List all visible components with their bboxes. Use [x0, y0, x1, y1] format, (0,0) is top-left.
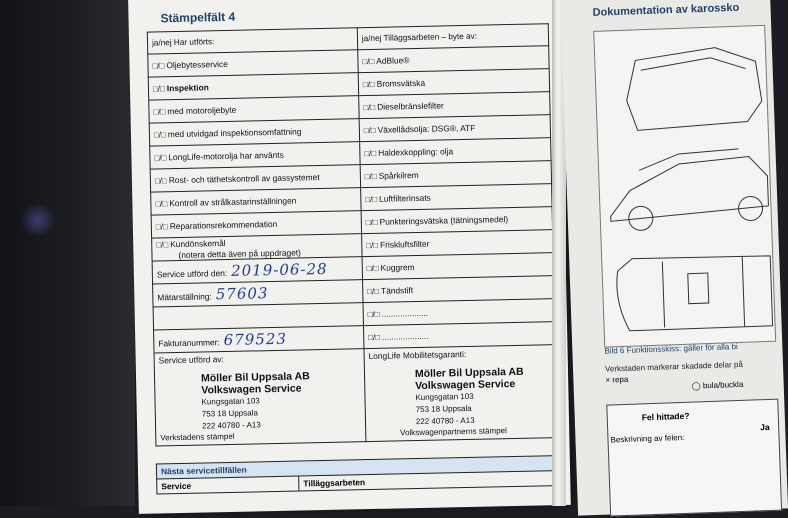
row-cabin-filter: □/□ Friskluftsfilter: [361, 230, 553, 257]
service-date-cell: Service utförd den: 2019-06-28: [152, 257, 362, 284]
dark-background: [0, 0, 135, 506]
dashboard-light: [18, 205, 58, 235]
row-blank-2: □/□ ....................: [363, 322, 555, 349]
yes-label: Ja: [759, 421, 770, 433]
workshop-stamp-cell: Service utförd av: Möller Bil Uppsala AB Volkswagen Service Kungsgatan 103 753 18 Uppsala 222 40780 - A13 Verkstadens stämpel: [154, 349, 366, 446]
row-belt: □/□ Spårkilrem: [360, 161, 552, 188]
partner-stamp: Möller Bil Uppsala AB Volkswagen Service Kungsgatan 103 753 18 Uppsala 222 40780 - A13: [414, 365, 524, 427]
next-service-table: [156, 455, 559, 494]
row-repair-recommendation: □/□ Reparationsrekommendation: [151, 211, 361, 238]
next-service-col: Service: [157, 476, 299, 494]
dent-legend: ◯ bula/buckla: [691, 379, 744, 391]
row-adblue: □/□ AdBlue®: [358, 46, 550, 73]
mileage-value: 57603: [215, 284, 269, 304]
service-book-right-page: [560, 0, 788, 516]
car-sketch-icon: [594, 26, 775, 347]
right-page-title: Dokumentation av karossko: [592, 1, 740, 19]
invoice-cell: Fakturanummer: 679523: [154, 326, 364, 353]
service-book-left-page: [128, 0, 571, 514]
row-blank-1: □/□ ....................: [363, 299, 555, 326]
row-customer-request: □/□ Kundönskemål (notera detta även på uppdraget): [152, 234, 362, 261]
scratch-legend: × repa: [605, 374, 629, 385]
row-diesel-filter: □/□ Dieselbränslefilter: [359, 92, 551, 119]
row-air-filter: □/□ Luftfilterinsats: [360, 184, 552, 211]
row-gearbox-oil: □/□ Växellådsolja: DSG®, ATF: [359, 115, 551, 142]
row-oil-change: □/□ Oljebytesservice: [148, 50, 358, 77]
page-title: Stämpelfält 4: [160, 9, 236, 26]
next-service-header: Nästa servicetillfällen: [156, 456, 557, 479]
checkbox-icon: □/□: [362, 56, 375, 67]
row-brake-fluid: □/□ Bromsvätska: [358, 69, 550, 96]
checkbox-icon: □/□: [152, 61, 165, 71]
row-spark-plugs: □/□ Tändstift: [362, 276, 554, 303]
marking-instructions: Verkstaden markerar skadade delar på: [604, 359, 743, 374]
col-header-additional: ja/nej Tilläggsarbeten – byte av:: [357, 24, 549, 50]
row-inspection: □/□ Inspektion: [148, 73, 358, 100]
row-puncture-fluid: □/□ Punkteringsvätska (tätningsmedel): [361, 207, 553, 234]
row-gas-system: □/□ Rost- och täthetskontroll av gassystemet: [150, 165, 360, 192]
figure-caption: Bild 6 Funktionsskiss: gäller för alla bi: [604, 342, 738, 356]
col-header-performed: ja/nej Har utförts:: [147, 28, 357, 54]
car-diagram: [593, 25, 776, 348]
mileage-cell: Mätarställning: 57603: [153, 280, 363, 307]
row-longlife-oil: □/□ LongLife-motorolja har använts: [150, 142, 360, 169]
row-timing-belt: □/□ Kuggrem: [362, 253, 554, 280]
mobility-stamp-cell: LongLife Mobilitetsgaranti: Möller Bil Uppsala AB Volkswagen Service Kungsgatan 103 753 18 Uppsala 222 40780 - A13 Volkswagenpartnerns stämpel: [364, 345, 557, 442]
defects-found-label: Fel hittade?: [641, 410, 690, 423]
describe-defects-label: Beskrivning av felen:: [610, 432, 685, 445]
defects-box: [606, 399, 782, 517]
row-extended-inspection: □/□ med utvidgad inspektionsomfattning: [149, 119, 359, 146]
service-stamp-table: [147, 23, 558, 446]
row-headlights: □/□ Kontroll av strålkastarinställningen: [151, 188, 361, 215]
invoice-value: 679523: [223, 329, 288, 350]
row-haldex: □/□ Haldexkoppling: olja: [360, 138, 552, 165]
row-motor-oil: □/□ med motoroljebyte: [149, 96, 359, 123]
workshop-stamp: Möller Bil Uppsala AB Volkswagen Service Kungsgatan 103 753 18 Uppsala 222 40780 - A13: [200, 370, 310, 431]
next-additional-col: Tilläggsarbeten: [299, 471, 558, 491]
service-date-value: 2019-06-28: [230, 259, 328, 280]
